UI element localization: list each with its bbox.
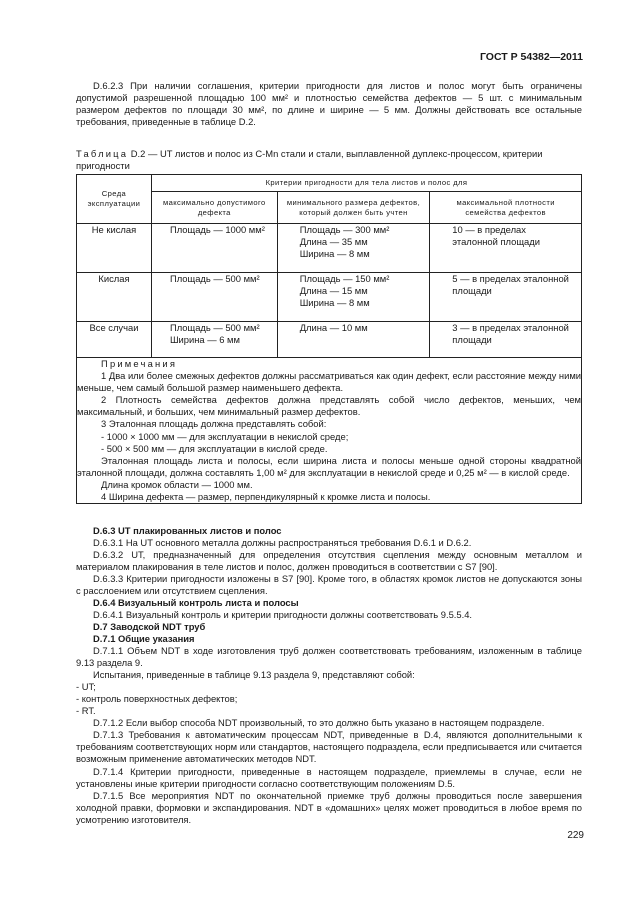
cell-area: Площадь — 500 мм² Ширина — 6 мм [151, 322, 277, 358]
note-2: 2 Плотность семейства дефектов должна представлять собой число дефектов, меньших, чем максимальный, и больших, чем минимальный размер дефектов. [77, 394, 581, 418]
header-criteria-group: Критерии пригодности для тела листов и полос для [151, 175, 581, 192]
table-caption [76, 148, 582, 172]
cell-size: Площадь — 300 мм² Длина — 35 мм Ширина — 8 мм [277, 224, 430, 273]
paragraph-d714: D.7.1.4 Критерии пригодности, приведенные в настоящем подразделе, приемлемы в случае, если не установлены иные критерии пригодности согласно соответствующим положениям D.5. [76, 766, 582, 790]
paragraph-d715: D.7.1.5 Все мероприятия NDT по окончательной приемке труб должны проводиться после завершения холодной правки, формовки и экспандирования. NDT в «домашних» целях может проводиться в любое время по усмотрению изготовителя. [76, 790, 582, 826]
cell-density: 5 — в пределах эталонной площади [430, 273, 582, 322]
section-d64-heading: D.6.4 Визуальный контроль листа и полосы [93, 597, 299, 608]
section-d7-heading: D.7 Заводской NDT труб [93, 621, 206, 632]
cell-density: 3 — в пределах эталонной площади [430, 322, 582, 358]
notes-title: Примечания [101, 358, 178, 369]
document-header: ГОСТ Р 54382—2011 [479, 51, 583, 63]
paragraph-d641: D.6.4.1 Визуальный контроль и критерии пригодности должны соответствовать 9.5.5.4. [93, 609, 473, 620]
cell-density: 10 — в пределах эталонной площади [430, 224, 582, 273]
table-row [77, 273, 582, 322]
note-3-reference-area: Эталонная площадь листа и полосы, если ширина листа и полосы меньше одной стороны квадратной эталонной площади, должна составлять 1,00 м² для эксплуатации в некислой среде и 0,25 м² — в кислой среде. [77, 454, 581, 478]
table-row [77, 224, 582, 273]
section-d63-heading: D.6.3 UT плакированных листов и полос [93, 525, 282, 536]
paragraph-d713: D.7.1.3 Требования к автоматическим процессам NDT, приведенные в D.4, являются дополнительными к требованиям соответствующих норм или стандартов, настоящего подраздела, если предписывается или считается возможным применение автоматических методов NDT. [76, 729, 582, 765]
cell-size: Площадь — 150 мм² Длина — 15 мм Ширина — 8 мм [277, 273, 430, 322]
table-notes [77, 358, 582, 504]
criteria-table [76, 174, 582, 504]
cell-area: Площадь — 1000 мм² [151, 224, 277, 273]
cell-area: Площадь — 500 мм² [151, 273, 277, 322]
cell-environment: Все случаи [77, 322, 152, 358]
paragraph-d711: D.7.1.1 Объем NDT в ходе изготовления труб должен соответствовать требованиям, изложенным в таблице 9.13 раздела 9. [76, 645, 582, 669]
note-1: 1 Два или более смежных дефектов должны рассматриваться как один дефект, если расстояние между ними меньше, чем самый большой размер наименьшего дефекта. [77, 370, 581, 394]
caption-text: D.2 — UT листов и полос из C-Mn стали и стали, выплавленной дуплекс-процессом, критерии пригодности [76, 148, 543, 172]
paragraph-d623: D.6.2.3 При наличии соглашения, критерии пригодности для листов и полос могут быть ограничены допустимой разрешенной площадью 100 мм² и плотностью семейства дефектов — 5 шт. с минимальным размером дефектов по площади 30 мм², по длине и ширине — 5 мм. Должны действовать все остальные требования, приведенные в таблице D.2. [76, 80, 582, 128]
note-3-edge-length: Длина кромок области — 1000 мм. [101, 478, 253, 490]
header-max-density: максимальной плотности семейства дефектов [430, 192, 582, 224]
cell-environment: Не кислая [77, 224, 152, 273]
list-item-ut: - UT; [76, 681, 96, 692]
paragraph-d712: D.7.1.2 Если выбор способа NDT произвольный, то это должно быть указано в настоящем подразделе. [93, 717, 545, 728]
cell-environment: Кислая [77, 273, 152, 322]
paragraph-d631: D.6.3.1 На UT основного металла должны распространяться требования D.6.1 и D.6.2. [93, 537, 472, 548]
paragraph-d633: D.6.3.3 Критерии пригодности изложены в S7 [90]. Кроме того, в областях кромок листов не допускаются зоны с расслоением или отсутствием сцепления. [76, 573, 582, 597]
page-number: 229 [567, 830, 584, 841]
table-row [77, 322, 582, 358]
notes-row [77, 358, 582, 504]
section-d71-heading: D.7.1 Общие указания [93, 633, 195, 644]
header-max-defect: максимально допустимого дефекта [151, 192, 277, 224]
header-min-size: минимального размера дефектов, который должен быть учтен [277, 192, 430, 224]
note-3-item-1: - 1000 × 1000 мм — для эксплуатации в некислой среде; [101, 430, 349, 442]
note-3-item-2: - 500 × 500 мм — для эксплуатации в кислой среде. [101, 442, 328, 454]
caption-word: Таблица [76, 148, 129, 159]
list-item-rt: - RT. [76, 705, 96, 716]
paragraph-d632: D.6.3.2 UT, предназначенный для определения отсутствия сцепления между основным металлом и материалом плакирования в теле листов и полос, должен проводиться в соответствии с S7 [90]. [76, 549, 582, 573]
note-4: 4 Ширина дефекта — размер, перпендикулярный к кромке листа и полосы. [101, 491, 431, 503]
cell-size: Длина — 10 мм [277, 322, 430, 358]
paragraph-tests-list-intro: Испытания, приведенные в таблице 9.13 раздела 9, представляют собой: [93, 669, 415, 680]
note-3: 3 Эталонная площадь должна представлять собой: [101, 418, 327, 430]
list-item-surface: - контроль поверхностных дефектов; [76, 693, 238, 704]
header-environment: Среда эксплуатации [77, 175, 152, 224]
